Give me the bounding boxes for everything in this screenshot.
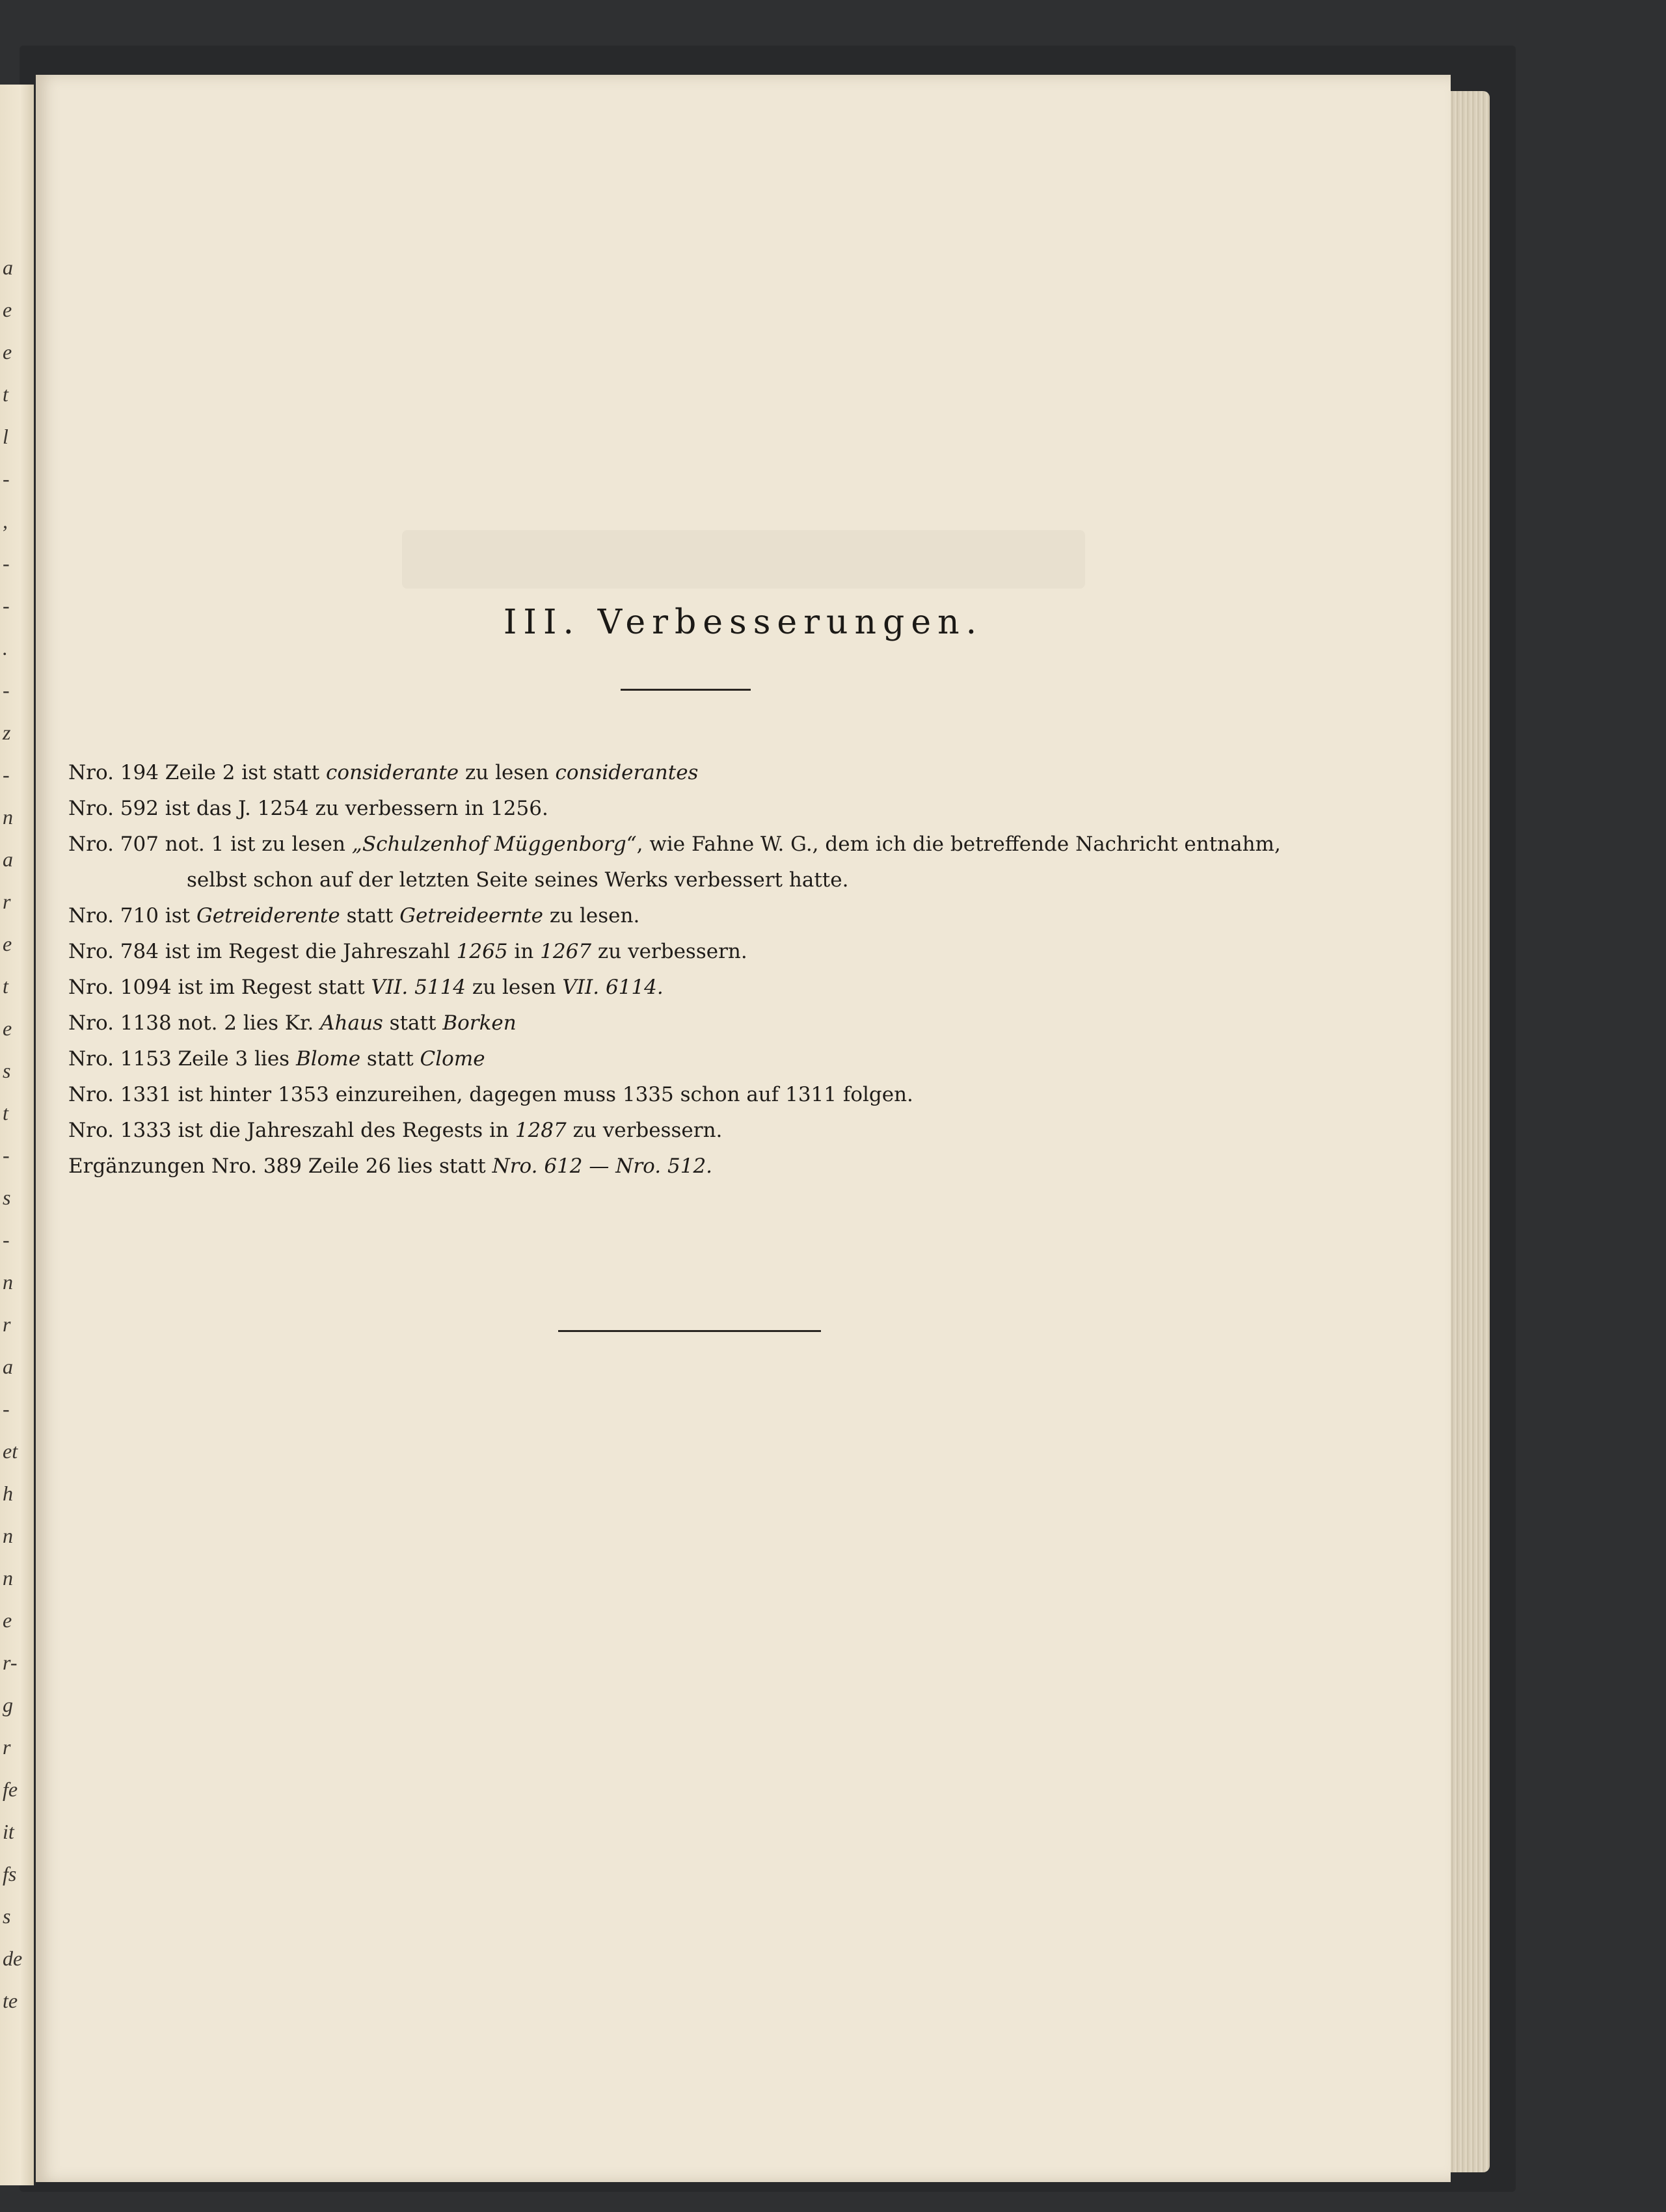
entry-text: statt	[360, 1047, 420, 1071]
entry-text: Nro. 1094 ist im Regest statt	[68, 976, 371, 999]
entry-text: Nro. 710 ist	[68, 904, 196, 927]
italic-term: 1265	[456, 940, 508, 963]
left-page-fragment: n	[3, 805, 13, 829]
entry-text: statt	[383, 1011, 443, 1035]
left-page-fragment: et	[3, 1439, 18, 1463]
italic-term: Getreideernte	[399, 904, 543, 927]
entry-text: Nro. 194 Zeile 2 ist statt	[68, 761, 327, 784]
italic-term: considerante	[326, 761, 459, 784]
left-page-fragment: t	[3, 382, 8, 406]
left-page-fragment: fs	[3, 1862, 17, 1886]
left-page-fragment: n	[3, 1524, 13, 1547]
left-page-fragment: e	[3, 932, 12, 955]
entry-text: zu verbessern.	[566, 1119, 723, 1142]
left-page-fragment: s	[3, 1186, 11, 1209]
left-page-fragment: -	[3, 763, 10, 786]
left-page-fragment: a	[3, 1355, 13, 1378]
italic-term: „Schulzenhof Müggenborg“	[351, 833, 637, 856]
italic-term: 1267	[540, 940, 592, 963]
correction-entry	[68, 1011, 517, 1035]
entry-text: Nro. 1331 ist hinter 1353 einzureihen, dagegen muss 1335 schon auf 1311 folgen.	[68, 1083, 913, 1106]
document-page	[36, 75, 1451, 2182]
correction-entry	[68, 904, 639, 927]
entry-text: zu verbessern.	[591, 940, 747, 963]
italic-term: Blome	[295, 1047, 361, 1071]
italic-term: Nro. 612 — Nro. 512.	[492, 1154, 713, 1178]
left-page-fragment: s	[3, 1059, 11, 1082]
correction-continuation	[187, 868, 848, 892]
left-page-fragment: -	[3, 467, 10, 490]
correction-entry	[68, 833, 1281, 856]
left-page-fragment: r-	[3, 1651, 18, 1674]
entry-text: zu lesen.	[543, 904, 640, 927]
left-page-fragment: a	[3, 847, 13, 871]
left-page-fragment: -	[3, 552, 10, 575]
left-page-fragment: r	[3, 1735, 11, 1759]
left-page-fragment: e	[3, 1608, 12, 1632]
entry-text: , wie Fahne W. G., dem ich die betreffende Nachricht entnahm,	[636, 833, 1281, 856]
left-page-fragment: -	[3, 1228, 10, 1251]
correction-entry	[68, 761, 698, 784]
italic-term: VII. 6114.	[562, 976, 664, 999]
left-page-fragment: -	[3, 678, 10, 702]
left-page-fragment: r	[3, 1313, 11, 1336]
left-page-fragment: t	[3, 974, 8, 998]
italic-term: 1287	[515, 1119, 567, 1142]
left-page-fragment: r	[3, 890, 11, 913]
entry-text: Nro. 1333 ist die Jahreszahl des Regests in	[68, 1119, 515, 1142]
correction-entry	[68, 1154, 712, 1178]
correction-entry	[68, 1047, 485, 1071]
left-page-fragment: te	[3, 1989, 18, 2012]
correction-entry	[68, 976, 664, 999]
entry-text: selbst schon auf der letzten Seite seines Werks verbessert hatte.	[187, 868, 849, 892]
left-page-fragment: h	[3, 1482, 13, 1505]
entry-text: Nro. 592 ist das J. 1254 zu verbessern in 1256.	[68, 797, 548, 820]
left-page-fragment: -	[3, 1397, 10, 1420]
entry-text: in	[507, 940, 541, 963]
left-page-fragment: l	[3, 425, 8, 448]
entry-text: Nro. 784 ist im Regest die Jahreszahl	[68, 940, 457, 963]
left-page-fragment: a	[3, 256, 13, 279]
left-page-fragment: it	[3, 1820, 14, 1843]
entry-text: Nro. 1153 Zeile 3 lies	[68, 1047, 296, 1071]
left-facing-page	[0, 85, 34, 2185]
left-page-fragment: s	[3, 1904, 11, 1928]
italic-term: considerantes	[555, 761, 699, 784]
left-page-fragment: ,	[3, 509, 8, 533]
bleed-through-shadow	[36, 530, 1451, 608]
title-rule	[621, 689, 751, 691]
left-page-fragment: g	[3, 1693, 13, 1716]
section-title: III. Verbesserungen.	[503, 603, 984, 642]
correction-entry	[68, 1083, 913, 1106]
left-page-fragment: e	[3, 298, 12, 321]
left-page-fragment: t	[3, 1101, 8, 1125]
entry-text: Nro. 1138 not. 2 lies Kr.	[68, 1011, 321, 1035]
left-page-fragment: fe	[3, 1778, 18, 1801]
italic-term: Ahaus	[320, 1011, 383, 1035]
left-page-fragment: .	[3, 636, 8, 660]
entry-text: statt	[340, 904, 400, 927]
italic-term: VII. 5114	[371, 976, 466, 999]
correction-entry	[68, 1119, 722, 1142]
left-page-fragment: z	[3, 721, 11, 744]
left-page-fragment: n	[3, 1270, 13, 1294]
left-page-fragment: n	[3, 1566, 13, 1590]
italic-term: Clome	[420, 1047, 485, 1071]
left-page-fragment: -	[3, 1143, 10, 1167]
entry-text: zu lesen	[459, 761, 556, 784]
correction-entry	[68, 797, 548, 820]
left-page-fragment: e	[3, 340, 12, 364]
closing-rule	[558, 1330, 821, 1332]
entry-text: Ergänzungen Nro. 389 Zeile 26 lies statt	[68, 1154, 492, 1178]
left-page-fragment: de	[3, 1947, 23, 1970]
italic-term: Borken	[442, 1011, 517, 1035]
entry-text: zu lesen	[466, 976, 563, 999]
entry-text: Nro. 707 not. 1 ist zu lesen	[68, 833, 352, 856]
left-page-fragment: e	[3, 1017, 12, 1040]
left-page-fragment: -	[3, 594, 10, 617]
correction-entry	[68, 940, 747, 963]
italic-term: Getreiderente	[196, 904, 340, 927]
